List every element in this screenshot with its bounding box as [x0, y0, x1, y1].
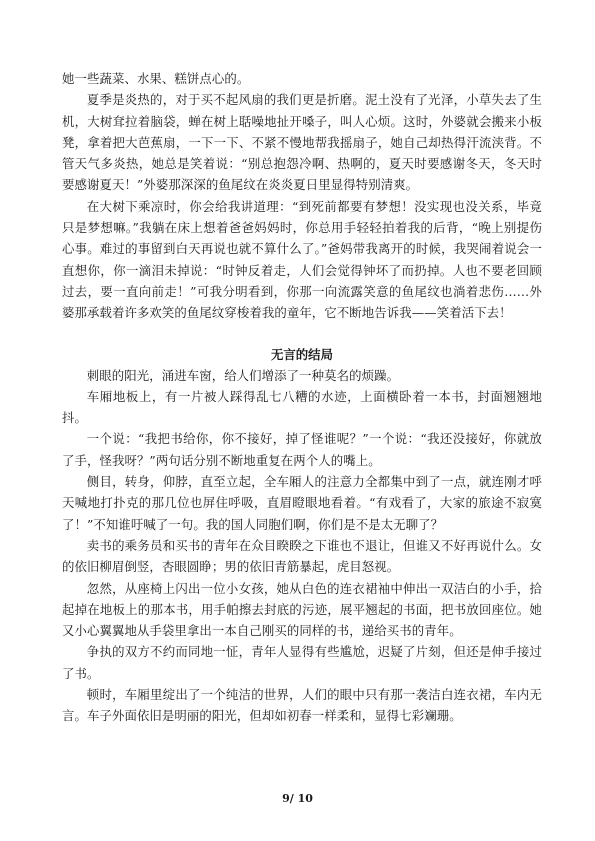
- paragraph: 刺眼的阳光，涌进车窗，给人们增添了一种莫名的烦躁。: [86, 367, 400, 383]
- paragraph: 争执的双方不约而同地一怔，青年人显得有些尴尬，迟疑了片刻，但还是伸手接过了书。: [62, 644, 542, 681]
- page-number: 9/ 10: [282, 792, 313, 805]
- paragraph: 在大树下乘凉时，你会给我讲道理：“到死前都要有梦想！没实现也没关系，毕竟只是梦想嘛。”我躺在床上想着爸爸妈妈时，你总用手轻轻拍着我的后背，“晚上别提伤心事。难过的事留到白天再说也就不算什么了。”爸妈带我离开的时候，我哭闹着说会一直想你，你一滴泪未掉说：“时钟反着走，人们会觉得钟坏了而扔掉。人也不要老回顾过去，要一直向前走！”可我分明看到，你那一向流露笑意的鱼尾纹也淌着悲伤……外婆那承载着许多欢笑的鱼尾纹穿梭着我的童年，它不断地告诉我——笑着活下去！: [62, 198, 542, 321]
- document-body: [62, 68, 542, 727]
- story-title: 无言的结局: [271, 346, 333, 362]
- paragraph: 一个说：“我把书给你，你不接好，掉了怪谁呢？”一个说：“我还没接好，你就放了手，怪我呀？”两句话分别不断地重复在两个人的嘴上。: [62, 431, 542, 468]
- paragraph: 顿时，车厢里绽出了一个纯洁的世界，人们的眼中只有那一袭洁白连衣裙，车内无言。车子外面依旧是明丽的阳光，但却如初春一样柔和，显得七彩斓珊。: [62, 687, 542, 724]
- paragraph: 卖书的乘务员和买书的青年在众目睽睽之下谁也不退让，但谁又不好再说什么。女的依旧柳眉倒竖，杏眼圆睁；男的依旧青筋暴起，虎目怒视。: [62, 537, 542, 575]
- paragraph: 忽然，从座椅上闪出一位小女孩，她从白色的连衣裙袖中伸出一双洁白的小手，拾起掉在地板上的那本书，用手帕擦去封底的污迹，展平翘起的书面，把书放回座位。她又小心翼翼地从手袋里拿出一本自己刚买的同样的书，递给买书的青年。: [62, 580, 542, 639]
- paragraph: 侧目，转身，仰脖，直至立起，全车厢人的注意力全都集中到了一点，就连刚才呼天喊地打扑克的那几位也屏住呼吸，直眉瞪眼地看着。“有戏看了，大家的旅途不寂寞了！”不知谁吁喊了一句。我的国人同胞们啊，你们是不是太无聊了？: [62, 474, 542, 532]
- paragraph: 夏季是炎热的，对于买不起风扇的我们更是折磨。泥土没有了光泽，小草失去了生机，大树耷拉着脑袋，蝉在树上聒噪地扯开嗓子，叫人心烦。这时，外婆就会搬来小板凳，拿着把大芭蕉扇，一下一下、不紧不慢地帮我摇扇子，她自己却热得汗流浃背。不管天气多炎热，她总是笑着说：“别总抱怨冷啊、热啊的，夏天时要感谢冬天，冬天时要感谢夏天！”外婆那深深的鱼尾纹在炎炎夏日里显得特别清爽。: [62, 92, 542, 193]
- paragraph: 车厢地板上，有一片被人踩得乱七八糟的水迹，上面横卧着一本书，封面翘翘地抖。: [62, 388, 542, 426]
- paragraph: 她一些蔬菜、水果、糕饼点心的。: [62, 71, 250, 86]
